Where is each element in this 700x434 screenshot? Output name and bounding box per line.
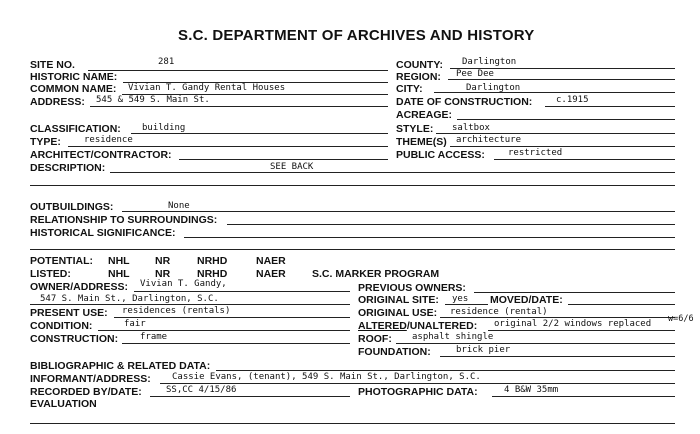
foundation-line <box>440 356 675 357</box>
historic-name-label: HISTORIC NAME: <box>30 71 118 83</box>
informant-line <box>160 383 675 384</box>
bibliographic-label: BIBLIOGRAPHIC & RELATED DATA: <box>30 360 211 372</box>
description-blank-line <box>30 185 675 186</box>
altered-word: ALTERED <box>358 320 407 332</box>
evaluation-line <box>30 423 675 424</box>
altered-value: original 2/2 windows replaced <box>494 319 652 329</box>
recorded-by-line <box>150 396 350 397</box>
owner-address-line2 <box>30 304 350 305</box>
evaluation-label: EVALUATION <box>30 398 97 410</box>
previous-owners-line <box>474 292 675 293</box>
roof-line <box>396 343 675 344</box>
historical-significance-line <box>184 237 675 238</box>
relationship-line <box>227 224 675 225</box>
original-site-label: ORIGINAL SITE: <box>358 294 439 306</box>
recorded-by-label: RECORDED BY/DATE: <box>30 386 142 398</box>
original-site-line <box>445 304 488 305</box>
acreage-label: ACREAGE: <box>396 109 453 121</box>
county-label: COUNTY: <box>396 59 444 71</box>
construction-label: CONSTRUCTION: <box>30 333 119 345</box>
county-value: Darlington <box>462 57 517 67</box>
description-line <box>110 172 675 173</box>
type-line <box>68 146 388 147</box>
outbuildings-label: OUTBUILDINGS: <box>30 201 114 213</box>
moved-date-label: MOVED/DATE: <box>490 294 563 306</box>
photographic-value: 4 B&W 35mm <box>504 385 559 395</box>
architect-label: ARCHITECT/CONTRACTOR: <box>30 149 172 161</box>
sc-marker-label: S.C. MARKER PROGRAM <box>312 268 440 280</box>
historical-significance-label: HISTORICAL SIGNIFICANCE: <box>30 227 176 239</box>
owner-address-line <box>134 291 350 292</box>
region-label: REGION: <box>396 71 441 83</box>
date-of-construction-line <box>545 106 675 107</box>
style-value: saltbox <box>452 123 490 133</box>
original-use-label: ORIGINAL USE: <box>358 307 438 319</box>
recorded-by-value: SS,CC 4/15/86 <box>166 385 237 395</box>
public-access-value: restricted <box>508 148 563 158</box>
altered-line <box>488 330 675 331</box>
construction-line <box>122 343 350 344</box>
altered-note-value: w=6/6 <box>668 314 694 324</box>
listed-nhl: NHL <box>108 268 130 280</box>
owner-line1-value: Vivian T. Gandy, <box>140 279 227 289</box>
present-use-value: residences (rentals) <box>122 306 231 316</box>
city-value: Darlington <box>466 83 521 93</box>
region-line <box>448 79 675 80</box>
bibliographic-line <box>216 370 675 371</box>
form-title: S.C. DEPARTMENT OF ARCHIVES AND HISTORY <box>178 27 535 44</box>
photographic-label: PHOTOGRAPHIC DATA: <box>358 386 478 398</box>
public-access-label: PUBLIC ACCESS: <box>396 149 485 161</box>
description-value: SEE BACK <box>270 162 314 172</box>
themes-value: architecture <box>456 135 522 145</box>
roof-label: ROOF: <box>358 333 392 345</box>
public-access-line <box>494 159 675 160</box>
roof-value: asphalt shingle <box>412 332 494 342</box>
architect-line <box>179 159 388 160</box>
type-label: TYPE: <box>30 136 61 148</box>
listed-naer: NAER <box>256 268 286 280</box>
informant-value: Cassie Evans, (tenant), 549 S. Main St., Darlington, S.C. <box>172 372 481 382</box>
style-label: STYLE: <box>396 123 434 135</box>
themes-label: THEME(S) <box>396 136 447 148</box>
classification-label: CLASSIFICATION: <box>30 123 121 135</box>
potential-label: POTENTIAL: <box>30 255 93 267</box>
owner-line2-value: 547 S. Main St., Darlington, S.C. <box>40 294 219 304</box>
description-label: DESCRIPTION: <box>30 162 106 174</box>
photographic-line <box>492 396 675 397</box>
potential-nr: NR <box>155 255 171 267</box>
original-use-line <box>440 317 675 318</box>
present-use-line <box>114 317 350 318</box>
region-value: Pee Dee <box>456 69 494 79</box>
common-name-value: Vivian T. Gandy Rental Houses <box>128 83 286 93</box>
potential-nhl: NHL <box>108 255 130 267</box>
site-no-line <box>88 70 388 71</box>
date-of-construction-value: c.1915 <box>556 95 589 105</box>
listed-label: LISTED: <box>30 268 71 280</box>
relationship-label: RELATIONSHIP TO SURROUNDINGS: <box>30 214 218 226</box>
moved-date-line <box>568 304 675 305</box>
type-value: residence <box>84 135 133 145</box>
condition-value: fair <box>124 319 146 329</box>
themes-line <box>450 146 675 147</box>
original-use-value: residence (rental) <box>450 307 548 317</box>
listed-nrhd: NRHD <box>197 268 228 280</box>
common-name-label: COMMON NAME: <box>30 83 117 95</box>
original-site-value: yes <box>452 294 469 304</box>
construction-value: frame <box>140 332 168 342</box>
potential-nrhd: NRHD <box>197 255 228 267</box>
condition-label: CONDITION: <box>30 320 93 332</box>
date-of-construction-label: DATE OF CONSTRUCTION: <box>396 96 533 108</box>
classification-line <box>131 133 388 134</box>
outbuildings-line <box>122 211 675 212</box>
unaltered-word: /UNALTERED: <box>406 320 478 332</box>
present-use-label: PRESENT USE: <box>30 307 108 319</box>
condition-line <box>98 330 350 331</box>
altered-label <box>358 320 477 332</box>
site-no-label: SITE NO. <box>30 59 75 71</box>
classification-value: building <box>142 123 186 133</box>
significance-blank-line <box>30 249 675 250</box>
foundation-label: FOUNDATION: <box>358 346 431 358</box>
foundation-value: brick pier <box>456 345 511 355</box>
informant-label: INFORMANT/ADDRESS: <box>30 373 151 385</box>
potential-naer: NAER <box>256 255 286 267</box>
style-line <box>436 133 675 134</box>
site-no-value: 281 <box>158 57 175 67</box>
owner-address-label: OWNER/ADDRESS: <box>30 281 129 293</box>
address-value: 545 & 549 S. Main St. <box>96 95 210 105</box>
acreage-line <box>457 119 675 120</box>
address-label: ADDRESS: <box>30 96 85 108</box>
listed-nr: NR <box>155 268 171 280</box>
outbuildings-value: None <box>168 201 190 211</box>
address-line <box>90 106 388 107</box>
city-label: CITY: <box>396 83 423 95</box>
previous-owners-label: PREVIOUS OWNERS: <box>358 282 466 294</box>
